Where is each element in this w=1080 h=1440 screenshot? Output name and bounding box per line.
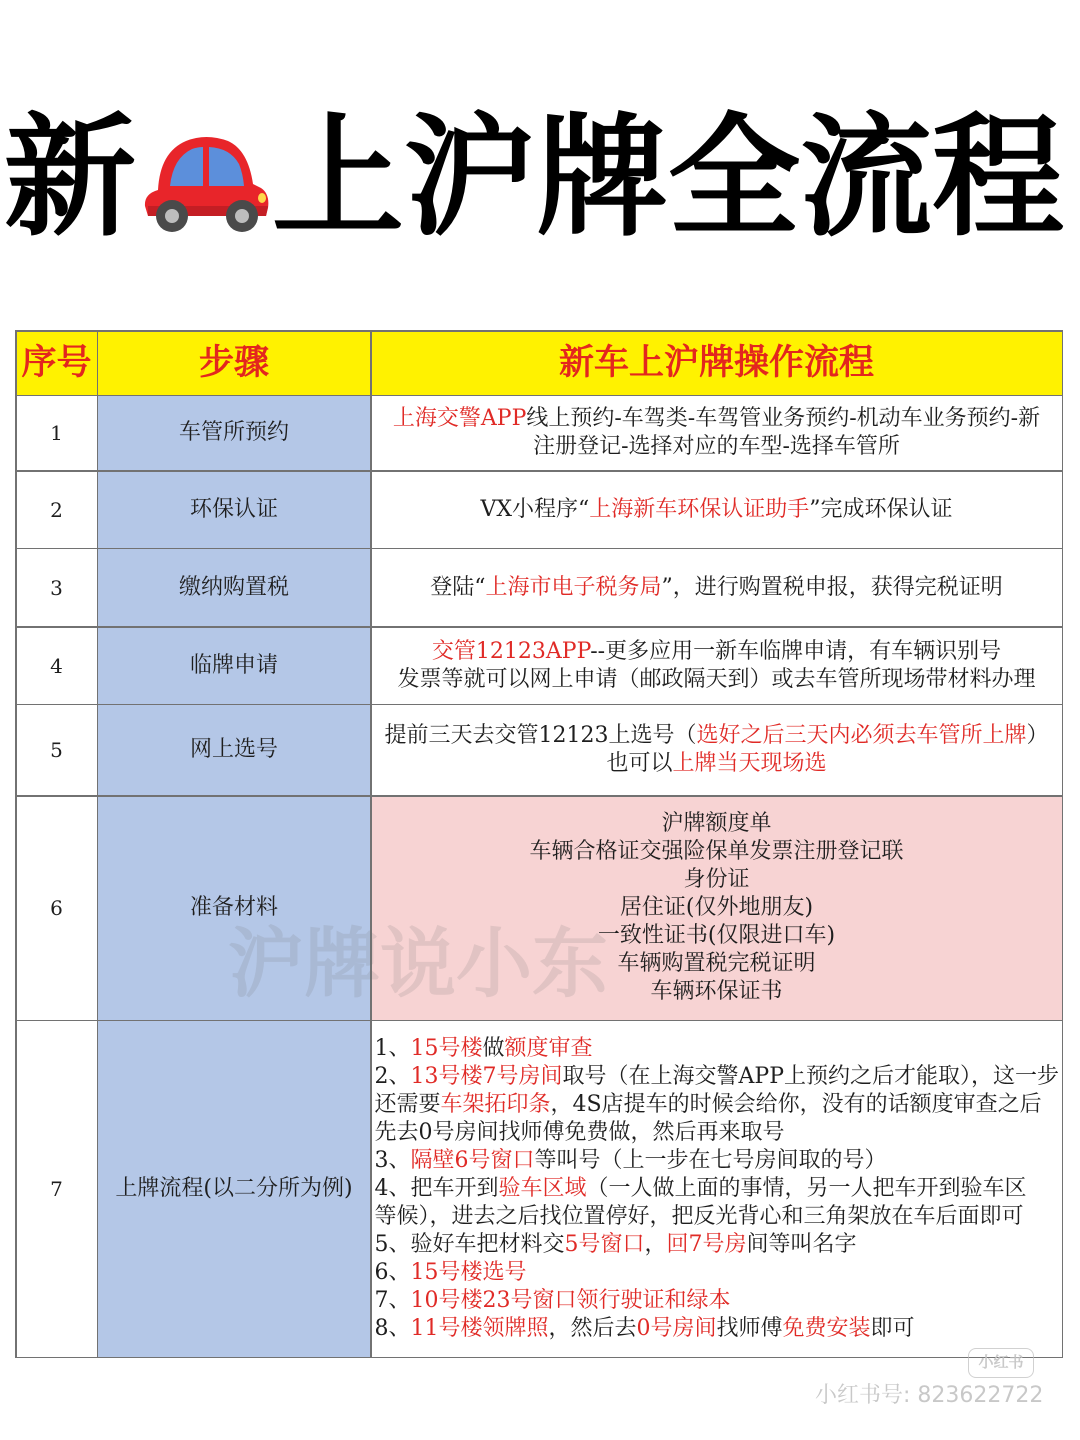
text-segment: 沪牌额度单 xyxy=(661,811,772,836)
content-line xyxy=(375,1119,785,1147)
row-number: 6 xyxy=(17,797,97,1020)
content-line xyxy=(375,1091,1042,1119)
content-line xyxy=(529,838,903,866)
header-step: 步骤 xyxy=(98,332,370,395)
step-name: 上牌流程(以二分所为例) xyxy=(98,1021,370,1357)
highlight-text: 隔壁6号窗口 xyxy=(410,1147,535,1173)
content-line xyxy=(606,750,826,778)
text-segment: ， xyxy=(644,1231,667,1257)
text-segment: 车辆购置税完税证明 xyxy=(617,951,816,976)
content-line xyxy=(375,1287,731,1315)
content-line xyxy=(384,722,1048,750)
text-segment: 3、 xyxy=(374,1147,411,1173)
title-prefix: 新 xyxy=(4,101,136,255)
xiaohongshu-logo: 小红书 xyxy=(968,1348,1034,1378)
highlight-text: 13号楼7号房间 xyxy=(410,1063,563,1089)
content-line xyxy=(620,894,813,922)
highlight-text: 验车区域 xyxy=(498,1175,587,1201)
step-name: 车管所预约 xyxy=(98,396,370,470)
content-line xyxy=(661,810,771,838)
highlight-text: 上海交警APP xyxy=(392,406,527,431)
text-segment: 还需要 xyxy=(374,1091,441,1117)
content-line xyxy=(375,1315,915,1343)
content-line xyxy=(650,978,782,1006)
account-id: 小红书号: 823622722 xyxy=(815,1383,1044,1408)
highlight-text: 选好之后三天内必须去车管所上牌 xyxy=(696,723,1027,748)
content-line xyxy=(432,638,1001,666)
step-name: 环保认证 xyxy=(98,472,370,548)
highlight-text: 交管12123APP xyxy=(431,638,591,664)
row-number: 4 xyxy=(17,628,97,704)
text-segment: 等候），进去之后找位置停好，把反光背心和三角架放在车后面即可 xyxy=(374,1203,1024,1229)
row-number: 1 xyxy=(17,396,97,470)
step-details xyxy=(372,396,1062,470)
text-segment: ，4S店提车的时候会给你，没有的话额度审查之后 xyxy=(550,1091,1042,1117)
row-number: 2 xyxy=(17,472,97,548)
content-line xyxy=(617,950,815,978)
text-segment: 取号（在上海交警APP上预约之后才能取），这一步 xyxy=(562,1063,1059,1089)
content-line xyxy=(598,922,835,950)
text-segment: 即可 xyxy=(870,1315,915,1341)
row-number: 3 xyxy=(17,549,97,626)
text-segment: 登陆“ xyxy=(430,574,486,600)
content-line xyxy=(533,433,900,461)
text-segment: 先去0号房间找师傅免费做，然后再来取号 xyxy=(374,1119,785,1145)
step-name: 缴纳购置税 xyxy=(98,549,370,626)
content-line xyxy=(683,866,749,894)
text-segment: 1、 xyxy=(374,1035,411,1061)
content-line xyxy=(397,666,1035,694)
highlight-text: 15号楼 xyxy=(410,1035,483,1061)
process-table xyxy=(15,330,1063,1358)
content-line xyxy=(375,1203,1024,1231)
text-segment: 找师傅 xyxy=(716,1315,783,1341)
red-car-icon xyxy=(140,128,272,236)
text-segment: 4、把车开到 xyxy=(374,1175,499,1201)
step-name: 准备材料 xyxy=(98,797,370,1020)
text-segment: 5、验好车把材料交 xyxy=(374,1231,565,1257)
text-segment: 间等叫名字 xyxy=(746,1231,857,1257)
highlight-text: 0号房间 xyxy=(636,1315,717,1341)
content-line xyxy=(375,1035,593,1063)
step-name: 网上选号 xyxy=(98,705,370,795)
highlight-text: 10号楼23号窗口领行驶证和绿本 xyxy=(410,1287,731,1313)
step-details xyxy=(372,705,1062,795)
text-segment: 也可以 xyxy=(606,751,673,776)
highlight-text: 车架拓印条 xyxy=(440,1091,551,1117)
text-segment: 7、 xyxy=(374,1287,411,1313)
content-line xyxy=(375,1231,857,1259)
text-segment: 提前三天去交管12123上选号（ xyxy=(384,723,697,748)
text-segment: 一致性证书(仅限进口车) xyxy=(597,923,836,948)
content-line xyxy=(393,405,1040,433)
text-segment: 车辆合格证交强险保单发票注册登记联 xyxy=(529,839,904,864)
header-process: 新车上沪牌操作流程 xyxy=(372,332,1062,395)
title-main: 上沪牌全流程 xyxy=(272,101,1064,255)
step-details xyxy=(372,549,1062,626)
content-line xyxy=(375,1175,1027,1203)
text-segment: （一人做上面的事情，另一人把车开到验车区 xyxy=(586,1175,1027,1201)
text-segment: 注册登记-选择对应的车型-选择车管所 xyxy=(533,434,900,459)
step-name: 临牌申请 xyxy=(98,628,370,704)
highlight-text: 上海市电子税务局 xyxy=(485,574,662,600)
highlight-text: 免费安装 xyxy=(782,1315,871,1341)
text-segment: ”，进行购置税申报，获得完税证明 xyxy=(661,574,1003,600)
step-details xyxy=(372,628,1062,704)
row-number: 7 xyxy=(17,1021,97,1357)
highlight-text: 回7号房 xyxy=(666,1231,747,1257)
text-segment: 2、 xyxy=(374,1063,411,1089)
process-steps xyxy=(372,1021,1062,1357)
text-segment: VX小程序“ xyxy=(480,496,590,522)
highlight-text: 11号楼领牌照 xyxy=(410,1315,549,1341)
text-segment: 6、 xyxy=(374,1259,411,1285)
highlight-text: 上牌当天现场选 xyxy=(672,751,827,776)
text-segment: ，然后去 xyxy=(548,1315,637,1341)
step-details xyxy=(372,472,1062,548)
highlight-text: 5号窗口 xyxy=(564,1231,645,1257)
text-segment: 车辆环保证书 xyxy=(650,979,783,1004)
highlight-text: 额度审查 xyxy=(504,1035,593,1061)
text-segment: 等叫号（上一步在七号房间取的号） xyxy=(534,1147,887,1173)
row-number: 5 xyxy=(17,705,97,795)
text-segment: 居住证(仅外地朋友) xyxy=(619,895,814,920)
text-segment: ”完成环保认证 xyxy=(809,496,953,522)
text-segment: 8、 xyxy=(374,1315,411,1341)
content-line xyxy=(480,496,952,524)
highlight-text: 15号楼选号 xyxy=(410,1259,527,1285)
text-segment: --更多应用一新车临牌申请，有车辆识别号 xyxy=(590,638,1002,664)
highlight-text: 上海新车环保认证助手 xyxy=(589,496,810,522)
text-segment: 身份证 xyxy=(683,867,750,892)
text-segment: 做 xyxy=(482,1035,505,1061)
header-number: 序号 xyxy=(17,332,97,395)
materials-list xyxy=(372,797,1062,1020)
text-segment: ） xyxy=(1026,723,1049,748)
text-segment: 线上预约-车驾类-车驾管业务预约-机动车业务预约-新 xyxy=(526,406,1041,431)
content-line xyxy=(430,574,1003,602)
content-line xyxy=(375,1063,1060,1091)
content-line xyxy=(375,1147,887,1175)
text-segment: 发票等就可以网上申请（邮政隔天到）或去车管所现场带材料办理 xyxy=(397,666,1036,692)
content-line xyxy=(375,1259,527,1287)
